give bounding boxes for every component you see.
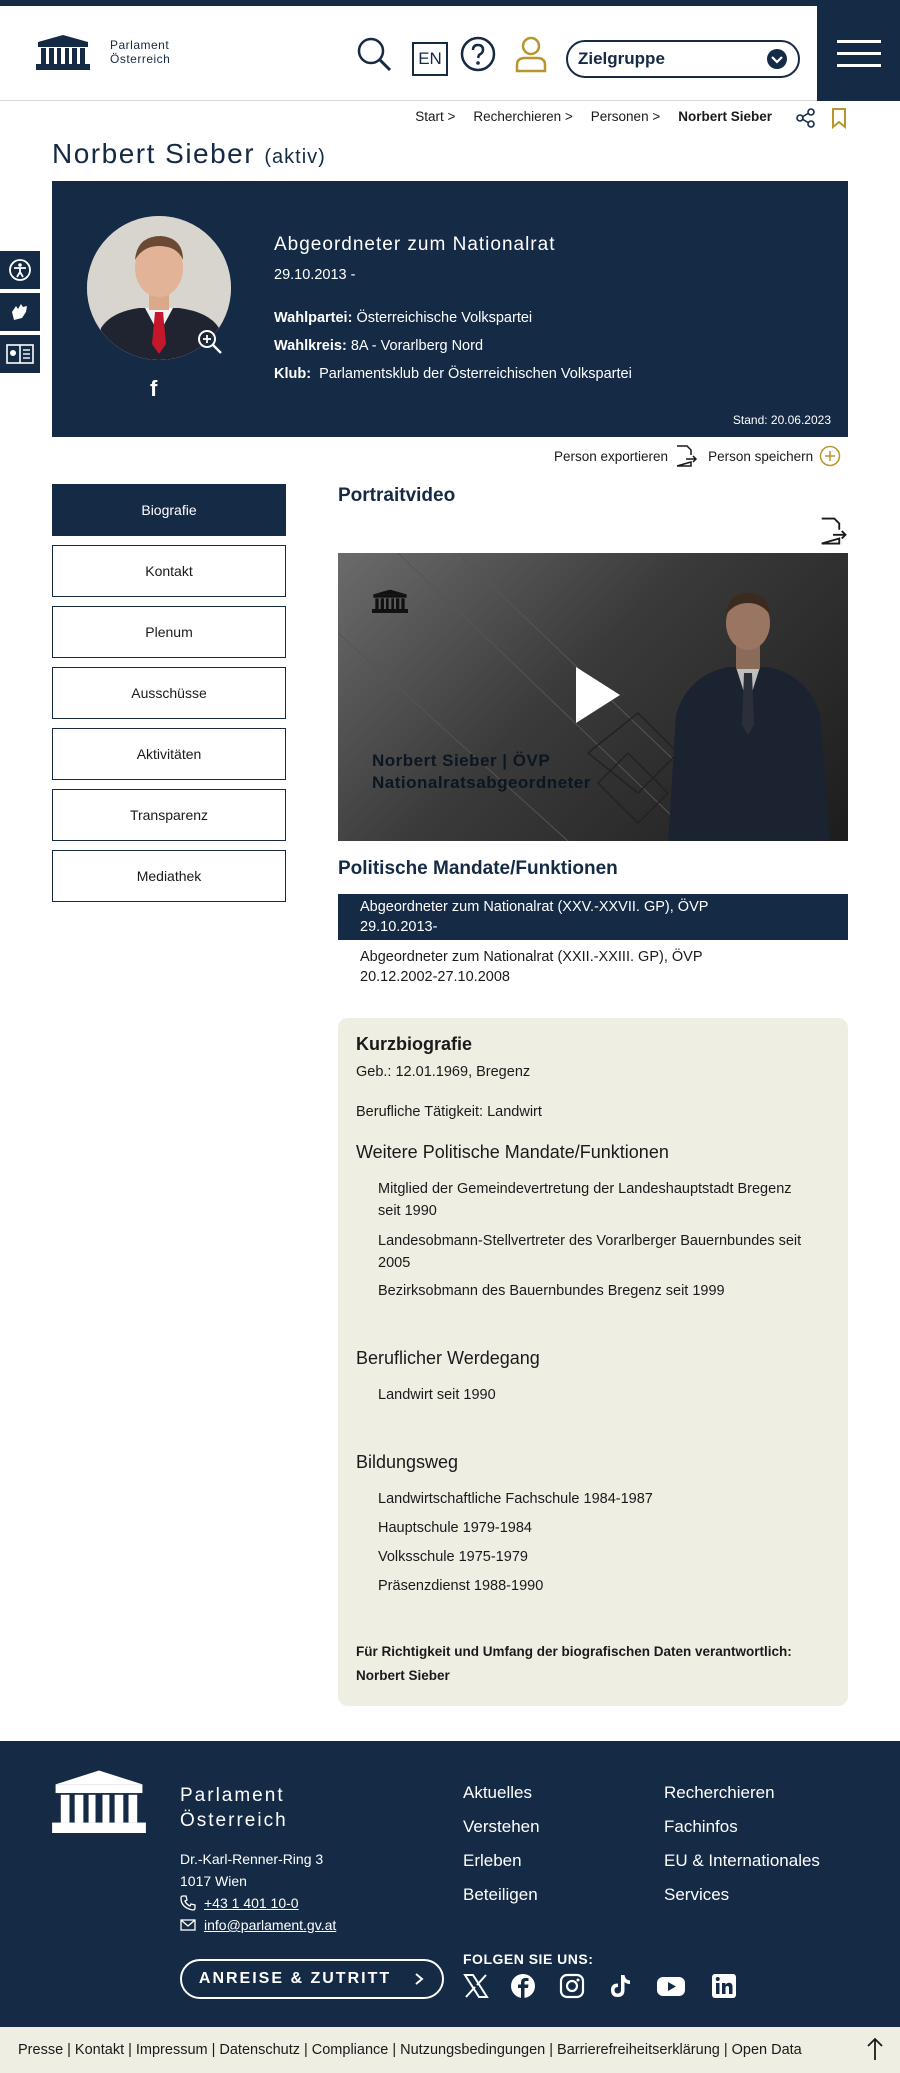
logo-line-2: Österreich: [110, 52, 171, 66]
nav-biografie[interactable]: Biografie: [52, 484, 286, 536]
arrival-access-label: ANREISE & ZUTRITT: [198, 1970, 392, 1987]
save-person-link[interactable]: Person speichern: [708, 448, 814, 464]
legal-link-open-data[interactable]: Open Data: [731, 2042, 802, 2058]
mandate-title: Abgeordneter zum Nationalrat (XXV.-XXVII. GP), ÖVP: [360, 899, 709, 915]
club-value: Parlamentsklub der Österreichischen Volkspartei: [319, 366, 632, 382]
breadcrumb-current: Norbert Sieber: [678, 109, 772, 124]
breadcrumb-personen[interactable]: Personen >: [590, 109, 661, 124]
export-icon[interactable]: [674, 444, 698, 468]
bio-born: Geb.: 12.01.1969, Bregenz: [356, 1064, 531, 1080]
education-item: Hauptschule 1979-1984: [378, 1520, 532, 1536]
district-label: Wahlkreis:: [274, 338, 347, 354]
user-icon: [513, 35, 549, 73]
user-button[interactable]: [511, 34, 551, 74]
separator: |: [303, 2042, 308, 2058]
responsibility-note: Für Richtigkeit und Umfang der biografischen Daten verantwortlich:: [356, 1644, 792, 1659]
zoom-in-icon[interactable]: [197, 329, 223, 355]
person-name: Norbert Sieber: [52, 138, 256, 169]
arrow-up-icon[interactable]: [866, 2036, 884, 2062]
short-biography: [338, 1018, 848, 1706]
menu-icon-bar: [837, 64, 881, 67]
logo-line-1: Parlament: [110, 38, 170, 52]
search-icon: [356, 36, 392, 72]
further-mandate-item: Landesobmann-Stellvertreter des Vorarlberger Bauernbundes seit 2005: [378, 1233, 802, 1271]
legal-link-barrierefreiheit[interactable]: Barrierefreiheitserklärung: [557, 2042, 720, 2058]
footer-link-verstehen[interactable]: Verstehen: [463, 1817, 540, 1836]
easy-language-icon: [5, 342, 35, 366]
language-button[interactable]: EN: [412, 42, 448, 76]
nav-kontakt[interactable]: Kontakt: [52, 545, 286, 597]
data-status-date: Stand: 20.06.2023: [732, 413, 831, 427]
footer-link-eu[interactable]: EU & Internationales: [664, 1851, 820, 1870]
help-icon: [460, 36, 496, 72]
mandate-item: [338, 894, 848, 940]
mail-icon: [180, 1918, 196, 1932]
club-label: Klub:: [274, 366, 312, 382]
nav-mediathek[interactable]: Mediathek: [52, 850, 286, 902]
separator: |: [549, 2042, 554, 2058]
footer-link-beteiligen[interactable]: Beteiligen: [463, 1885, 538, 1904]
legal-link-nutzungsbedingungen[interactable]: Nutzungsbedingungen: [400, 2042, 546, 2058]
footer-title: [180, 1783, 288, 1833]
parliament-building-icon[interactable]: [52, 1767, 146, 1833]
video-logo-icon: [372, 589, 408, 613]
person-role: Abgeordneter zum Nationalrat: [274, 234, 556, 255]
accessibility-button[interactable]: [0, 251, 40, 289]
footer-link-recherchieren[interactable]: Recherchieren: [664, 1783, 775, 1802]
education-item: Präsenzdienst 1988-1990: [378, 1578, 544, 1594]
club-line: [274, 366, 632, 382]
party-line: [274, 310, 532, 326]
footer-email[interactable]: [180, 1917, 336, 1933]
breadcrumb: [415, 109, 844, 124]
legal-link-presse[interactable]: Presse: [18, 2042, 64, 2058]
nav-aktivitaeten[interactable]: Aktivitäten: [52, 728, 286, 780]
follow-us-label: FOLGEN SIE UNS:: [463, 1951, 594, 1967]
mandate-title: Abgeordneter zum Nationalrat (XXII.-XXIII. GP), ÖVP: [360, 949, 703, 965]
menu-button[interactable]: [817, 6, 900, 101]
nav-transparenz[interactable]: Transparenz: [52, 789, 286, 841]
footer-link-aktuelles[interactable]: Aktuelles: [463, 1783, 532, 1802]
role-since: 29.10.2013 -: [274, 267, 356, 283]
export-icon[interactable]: [818, 516, 848, 546]
help-button[interactable]: [458, 34, 498, 74]
footer-title-line-2: Österreich: [180, 1810, 288, 1831]
target-group-value: Zielgruppe: [578, 49, 665, 68]
footer-phone[interactable]: [180, 1895, 299, 1911]
logo-text: [110, 38, 170, 66]
nav-plenum[interactable]: Plenum: [52, 606, 286, 658]
linkedin-icon[interactable]: [711, 1973, 737, 1999]
breadcrumb-start[interactable]: Start >: [415, 109, 456, 124]
separator: |: [211, 2042, 216, 2058]
district-value: 8A - Vorarlberg Nord: [350, 338, 484, 354]
footer-link-fachinfos[interactable]: Fachinfos: [664, 1817, 738, 1836]
further-mandate-item: Mitglied der Gemeindevertretung der Landeshauptstadt Bregenz seit 1990: [378, 1181, 792, 1219]
legal-links-bar: [0, 2027, 900, 2073]
sign-language-button[interactable]: [0, 293, 40, 331]
parliament-building-icon: [36, 34, 90, 70]
bookmark-icon[interactable]: [831, 107, 847, 129]
accessibility-icon: [8, 258, 32, 282]
video-heading: Portraitvideo: [338, 485, 456, 506]
phone-link[interactable]: +43 1 401 10-0: [204, 1895, 299, 1911]
footer-city: 1017 Wien: [180, 1873, 247, 1889]
export-person-link[interactable]: Person exportieren: [554, 448, 669, 464]
phone-icon: [180, 1895, 196, 1911]
chevron-down-icon: [766, 48, 788, 70]
facebook-icon[interactable]: [510, 1973, 536, 1999]
bio-heading: Kurzbiografie: [356, 1034, 473, 1054]
responsibility-name: Norbert Sieber: [356, 1668, 450, 1683]
instagram-icon[interactable]: [559, 1973, 585, 1999]
career-heading: Beruflicher Werdegang: [356, 1348, 540, 1368]
footer-link-services[interactable]: Services: [664, 1885, 730, 1904]
portrait-video-player[interactable]: [338, 553, 848, 841]
add-circle-icon[interactable]: [819, 445, 841, 467]
video-caption-role: Nationalratsabgeordneter: [372, 773, 591, 792]
person-card: [52, 181, 848, 437]
site-footer: [0, 1741, 900, 2027]
career-item: Landwirt seit 1990: [378, 1387, 496, 1403]
menu-icon-bar: [837, 52, 881, 55]
legal-link-compliance[interactable]: Compliance: [311, 2042, 389, 2058]
legal-link-kontakt[interactable]: Kontakt: [74, 2042, 125, 2058]
person-status: (aktiv): [264, 146, 326, 168]
bio-job: Berufliche Tätigkeit: Landwirt: [356, 1104, 542, 1120]
mandates-heading: Politische Mandate/Funktionen: [338, 858, 618, 879]
footer-link-erleben[interactable]: Erleben: [463, 1851, 522, 1870]
menu-icon-bar: [837, 40, 881, 43]
chevron-right-icon: [413, 1972, 425, 1986]
parliament-logo[interactable]: [36, 34, 170, 70]
party-value: Österreichische Volkspartei: [356, 310, 533, 326]
legal-link-impressum[interactable]: Impressum: [135, 2042, 208, 2058]
sign-language-icon: [8, 300, 32, 324]
separator: |: [392, 2042, 397, 2058]
separator: |: [723, 2042, 728, 2058]
education-heading: Bildungsweg: [356, 1452, 459, 1472]
footer-street: Dr.-Karl-Renner-Ring 3: [180, 1851, 324, 1867]
page-title: [52, 138, 326, 170]
nav-ausschuesse[interactable]: Ausschüsse: [52, 667, 286, 719]
x-icon[interactable]: [463, 1973, 489, 1999]
mandate-period: 29.10.2013-: [360, 919, 438, 935]
youtube-icon[interactable]: [656, 1973, 686, 1999]
breadcrumb-recherchieren[interactable]: Recherchieren >: [473, 109, 573, 124]
further-mandate-item: Bezirksobmann des Bauernbundes Bregenz seit 1999: [378, 1283, 725, 1299]
site-header: [0, 6, 900, 101]
video-person-image: [658, 575, 838, 841]
email-link[interactable]: info@parlament.gv.at: [204, 1917, 337, 1933]
legal-link-datenschutz[interactable]: Datenschutz: [219, 2042, 300, 2058]
district-line: [274, 338, 483, 354]
education-item: Volksschule 1975-1979: [378, 1549, 528, 1565]
education-item: Landwirtschaftliche Fachschule 1984-1987: [378, 1491, 653, 1507]
share-icon[interactable]: [796, 108, 816, 128]
separator: |: [128, 2042, 132, 2058]
video-caption-name: Norbert Sieber | ÖVP: [372, 751, 551, 770]
play-icon[interactable]: [574, 665, 622, 725]
tiktok-icon[interactable]: [607, 1973, 633, 1999]
easy-language-button[interactable]: [0, 335, 40, 373]
mandate-item: [338, 944, 848, 990]
party-label: Wahlpartei:: [274, 310, 353, 326]
footer-title-line-1: Parlament: [180, 1785, 285, 1806]
mandate-period: 20.12.2002-27.10.2008: [360, 969, 510, 985]
facebook-link[interactable]: f: [150, 376, 158, 401]
search-button[interactable]: [354, 34, 394, 74]
arrival-access-button[interactable]: [180, 1959, 444, 1999]
person-actions: [554, 444, 841, 468]
further-mandates-heading: Weitere Politische Mandate/Funktionen: [356, 1142, 669, 1162]
separator: |: [67, 2042, 71, 2058]
target-group-select[interactable]: [566, 40, 800, 78]
